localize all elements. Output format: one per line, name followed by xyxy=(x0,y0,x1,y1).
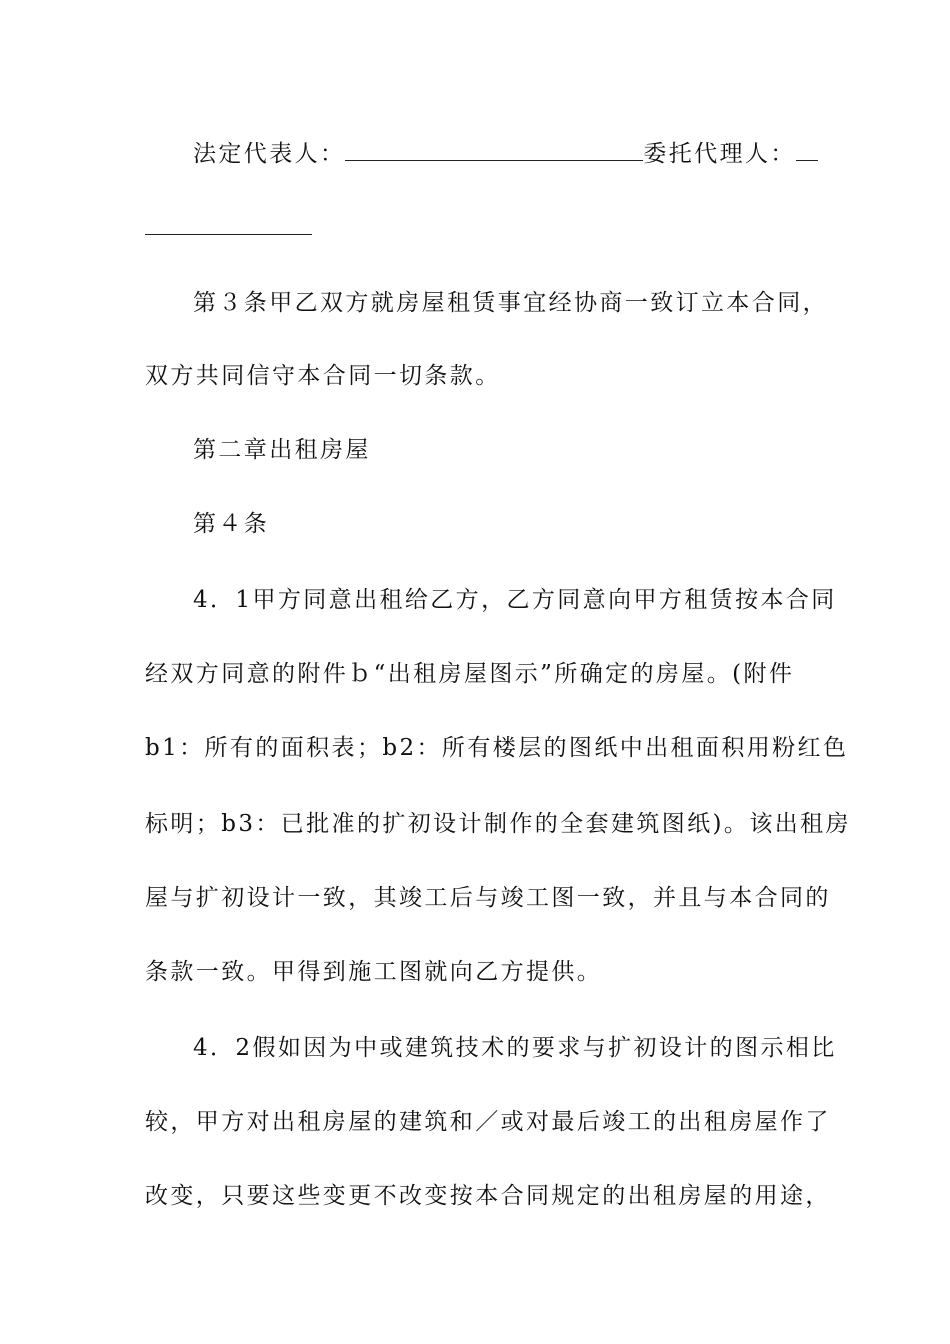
paragraph-line: 屋与扩初设计一致，其竣工后与竣工图一致，并且与本合同的 xyxy=(145,885,831,911)
paragraph-line: 标明；b3：已批准的扩初设计制作的全套建筑图纸)。该出租房 xyxy=(145,811,851,837)
paragraph-line: 第３条甲乙双方就房屋租赁事宜经协商一致订立本合同， xyxy=(193,290,828,316)
agent-label: 委托代理人： xyxy=(643,141,796,167)
agent-blank-continued[interactable] xyxy=(145,234,312,235)
paragraph-line: 条款一致。甲得到施工图就向乙方提供。 xyxy=(145,959,603,985)
paragraph-line: 较，甲方对出租房屋的建筑和／或对最后竣工的出租房屋作了 xyxy=(145,1109,831,1135)
paragraph-line: 改变，只要这些变更不改变按本合同规定的出租房屋的用途， xyxy=(145,1183,831,1209)
paragraph-line: b1：所有的面积表；b2：所有楼层的图纸中出租面积用粉红色 xyxy=(145,735,849,761)
paragraph-line: 4．1甲方同意出租给乙方，乙方同意向甲方租赁按本合同 xyxy=(193,587,837,613)
signature-line xyxy=(193,138,810,169)
paragraph-line: 双方共同信守本合同一切条款。 xyxy=(145,363,501,389)
paragraph-line: 4．2假如因为中或建筑技术的要求与扩初设计的图示相比 xyxy=(193,1035,837,1061)
chapter-title: 第二章出租房屋 xyxy=(193,437,371,463)
paragraph-line: 经双方同意的附件ｂ“出租房屋图示”所确定的房屋。(附件 xyxy=(145,661,795,687)
article-heading: 第４条 xyxy=(193,511,270,537)
agent-blank[interactable] xyxy=(796,138,818,161)
legal-rep-label: 法定代表人： xyxy=(193,141,346,167)
legal-rep-blank[interactable] xyxy=(345,138,643,161)
